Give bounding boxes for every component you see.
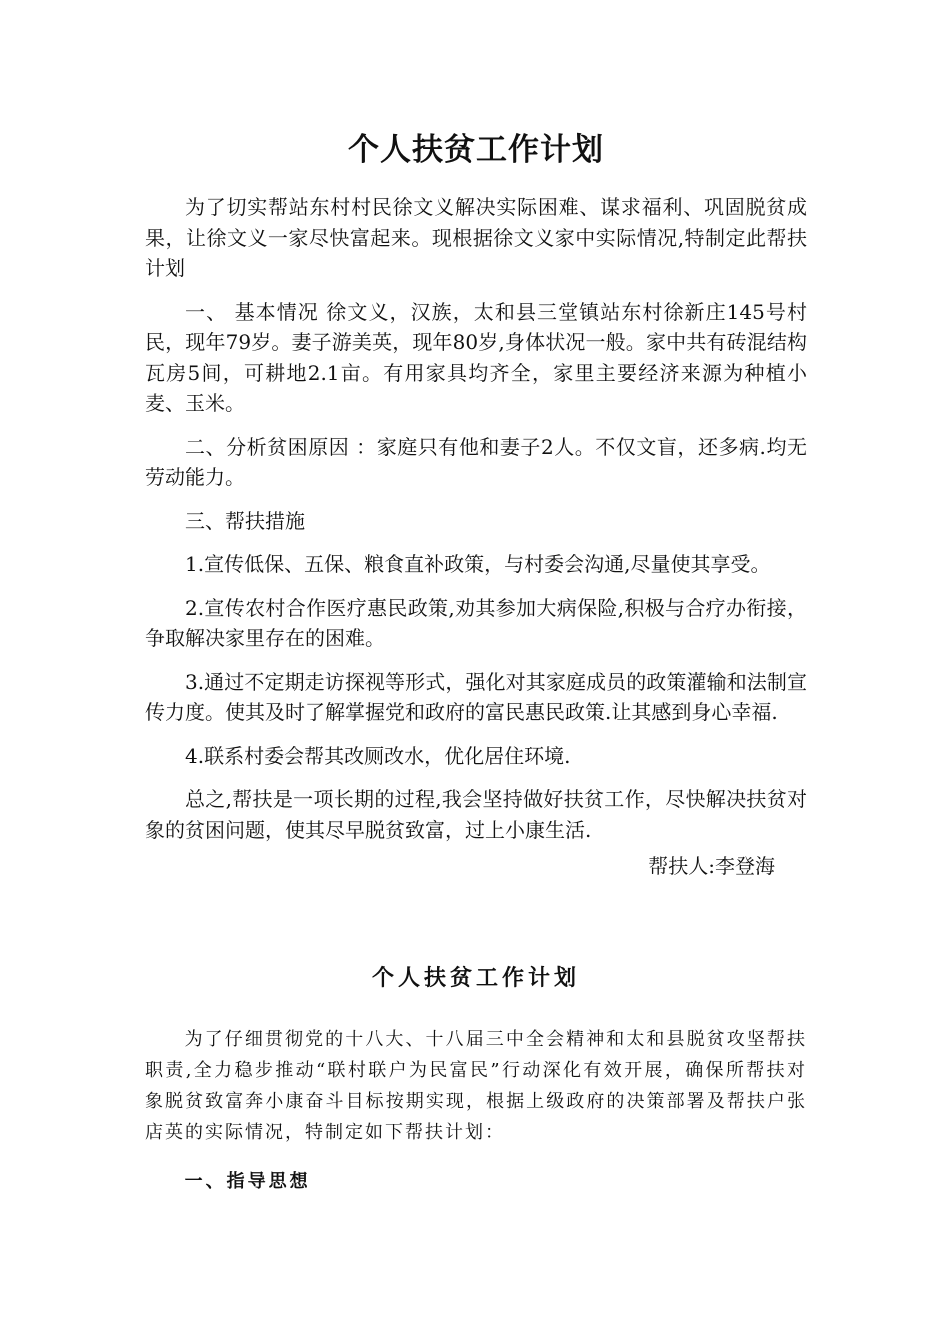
intro-paragraph: 为了仔细贯彻党的十八大、十八届三中全会精神和太和县脱贫攻坚帮扶职责,全力稳步推动“联村联户为民富民”行动深化有效开展，确保所帮扶对象脱贫致富奔小康奋斗目标按期实现，根据上级政府的决策部署及帮扶户张店英的实际情况，特制定如下帮扶计划： [145, 1029, 807, 1143]
guiding-ideology-heading: 一、指导思想 [184, 1171, 311, 1192]
intro-paragraph: 为了切实帮站东村村民徐文义解决实际困难、谋求福利、巩固脱贫成果，让徐文义一家尽快富起来。现根据徐文义家中实际情况,特制定此帮扶计划 [145, 195, 807, 280]
signer-line: 帮扶人:李登海 [648, 854, 775, 878]
plan-document-1 [145, 128, 807, 881]
measure-item-3: 3.通过不定期走访探视等形式，强化对其家庭成员的政策灌输和法制宣传力度。使其及时了解掌握党和政府的富民惠民政策.让其感到身心幸福. [145, 669, 807, 724]
measure-item-1: 1.宣传低保、五保、粮食直补政策，与村委会沟通,尽量使其享受。 [185, 552, 771, 576]
document-title: 个人扶贫工作计划 [348, 132, 604, 168]
poverty-cause-paragraph: 二、分析贫困原因 ：家庭只有他和妻子2人。不仅文盲，还多病.均无劳动能力。 [145, 434, 807, 489]
basic-situation-paragraph: 一、 基本情况 徐文义，汉族，太和县三堂镇站东村徐新庄145号村民，现年79岁。妻子游美英，现年80岁,身体状况一般。家中共有砖混结构瓦房5间，可耕地2.1亩。有用家具均齐全，家里主要经济来源为种植小麦、玉米。 [145, 299, 807, 415]
measures-heading: 三、帮扶措施 [185, 508, 305, 533]
document-title: 个人扶贫工作计划 [371, 965, 580, 991]
measure-item-4: 4.联系村委会帮其改厕改水，优化居住环境. [185, 743, 571, 768]
conclusion-paragraph: 总之,帮扶是一项长期的过程,我会坚持做好扶贫工作，尽快解决扶贫对象的贫困问题，使其尽早脱贫致富，过上小康生活. [145, 787, 807, 842]
plan-document-2 [145, 958, 807, 1197]
measure-item-2: 2.宣传农村合作医疗惠民政策,劝其参加大病保险,积极与合疗办衔接，争取解决家里存在的困难。 [145, 595, 807, 650]
